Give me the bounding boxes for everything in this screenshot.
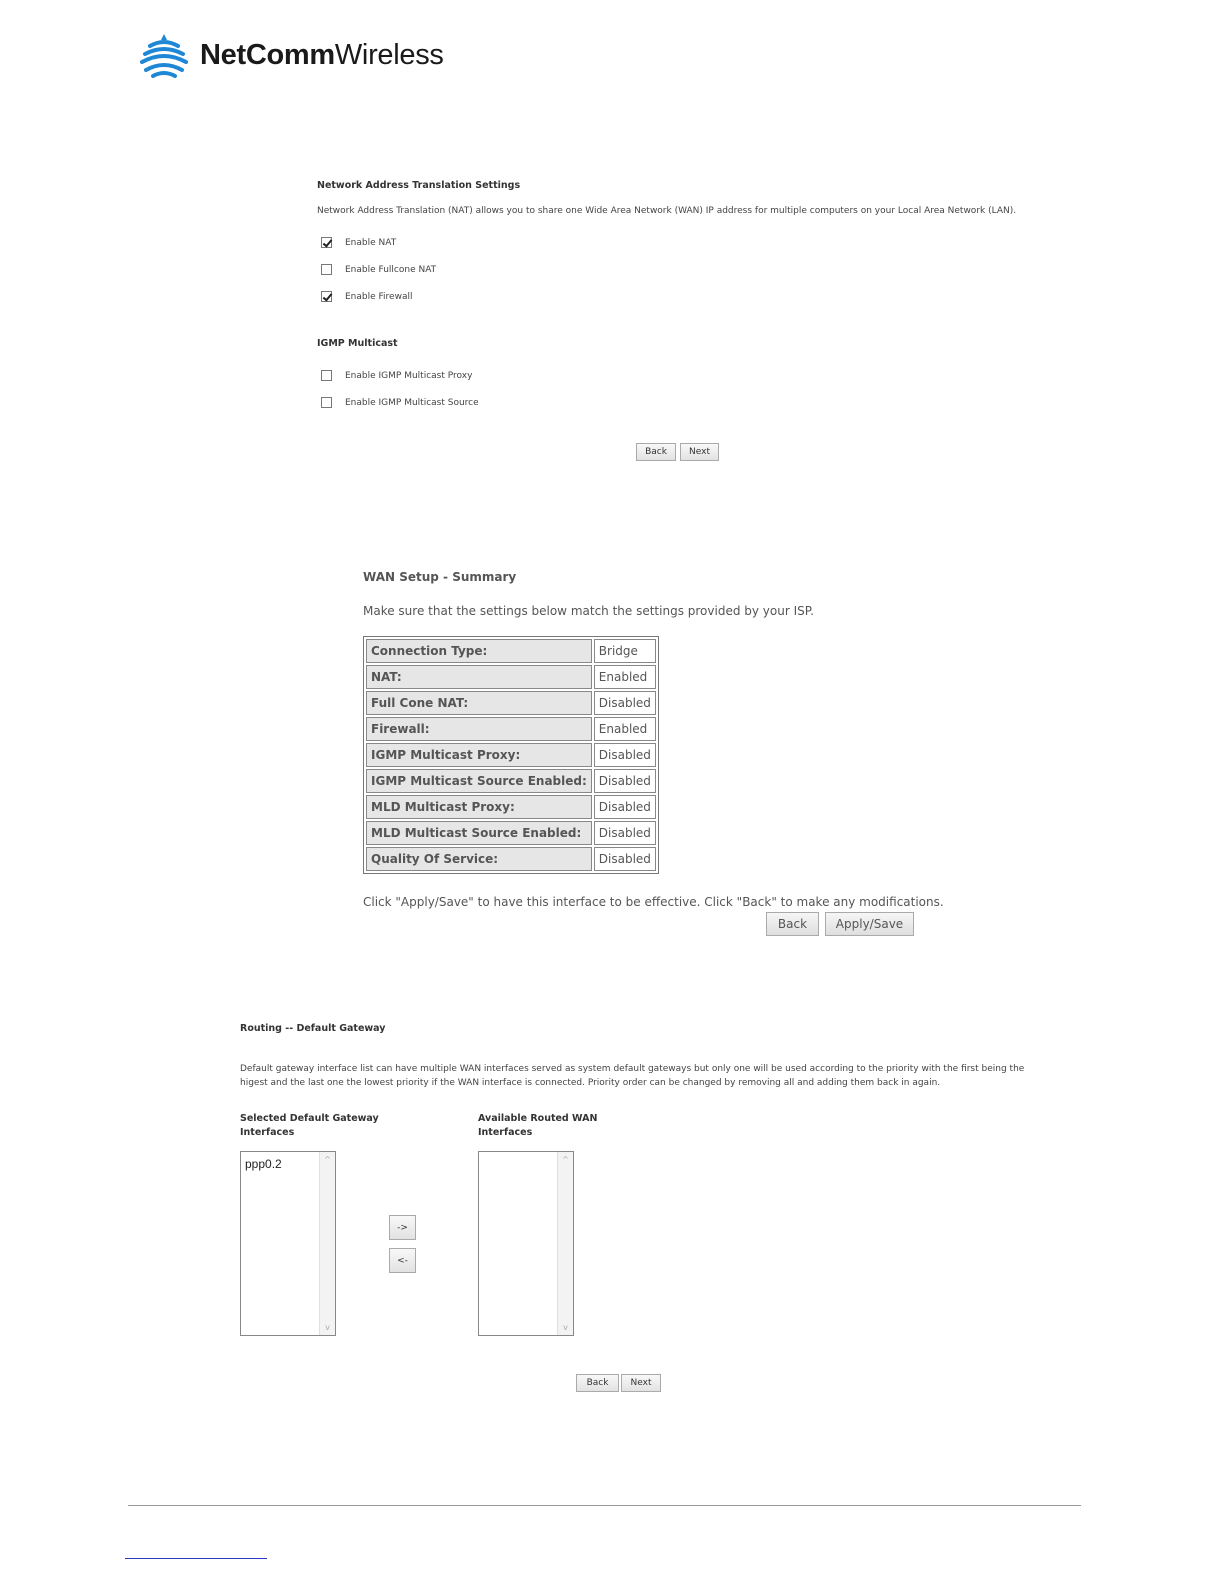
summary-row <box>366 717 656 741</box>
igmp-section-title: IGMP Multicast <box>317 338 398 349</box>
selected-gateway-label: Selected Default Gateway Interfaces <box>240 1113 379 1138</box>
summary-value: Enabled <box>594 665 656 689</box>
listbox-scrollbar[interactable] <box>557 1152 573 1335</box>
summary-title: WAN Setup - Summary <box>363 570 517 584</box>
summary-key: Quality Of Service: <box>366 847 592 871</box>
summary-row <box>366 691 656 715</box>
summary-row <box>366 847 656 871</box>
enable-fullcone-nat-checkbox[interactable] <box>321 264 332 275</box>
scroll-up-icon[interactable]: ^ <box>562 1155 569 1164</box>
scroll-down-icon[interactable]: v <box>325 1323 330 1332</box>
enable-igmp-source-label: Enable IGMP Multicast Source <box>345 397 479 408</box>
summary-row <box>366 795 656 819</box>
summary-key: Firewall: <box>366 717 592 741</box>
summary-row <box>366 665 656 689</box>
summary-key: MLD Multicast Source Enabled: <box>366 821 592 845</box>
scroll-up-icon[interactable]: ^ <box>324 1155 331 1164</box>
nat-back-button[interactable]: Back <box>636 443 676 461</box>
list-item[interactable]: ppp0.2 <box>245 1157 282 1171</box>
enable-igmp-proxy-label: Enable IGMP Multicast Proxy <box>345 370 473 381</box>
scroll-down-icon[interactable]: v <box>563 1323 568 1332</box>
nat-section-title: Network Address Translation Settings <box>317 180 521 191</box>
netcomm-logo <box>140 30 444 80</box>
brand-name: NetCommWireless <box>200 38 444 71</box>
available-wan-listbox[interactable] <box>478 1151 574 1336</box>
summary-key: MLD Multicast Proxy: <box>366 795 592 819</box>
routing-back-button[interactable]: Back <box>576 1374 619 1392</box>
summary-value: Bridge <box>594 639 656 663</box>
summary-value: Disabled <box>594 769 656 793</box>
enable-nat-checkbox[interactable] <box>321 237 332 248</box>
routing-next-button[interactable]: Next <box>621 1374 661 1392</box>
enable-nat-row[interactable] <box>321 237 396 248</box>
summary-key: NAT: <box>366 665 592 689</box>
routing-description <box>240 1062 1024 1090</box>
move-right-button[interactable]: -> <box>389 1215 416 1240</box>
enable-igmp-proxy-row[interactable] <box>321 370 472 381</box>
footer-divider <box>128 1505 1081 1506</box>
nat-next-button[interactable]: Next <box>680 443 719 461</box>
summary-value: Disabled <box>594 691 656 715</box>
summary-value: Disabled <box>594 795 656 819</box>
summary-row <box>366 743 656 767</box>
summary-row <box>366 639 656 663</box>
summary-value: Enabled <box>594 717 656 741</box>
enable-fullcone-nat-row[interactable] <box>321 264 436 275</box>
enable-nat-label: Enable NAT <box>345 237 397 248</box>
summary-note: Click "Apply/Save" to have this interface to be effective. Click "Back" to make any modifications. <box>363 895 944 909</box>
routing-description-line: Default gateway interface list can have multiple WAN interfaces served as system default gateways but only one will be used according to the priority with the first being the <box>240 1064 1025 1074</box>
enable-igmp-source-row[interactable] <box>321 397 479 408</box>
summary-key: IGMP Multicast Proxy: <box>366 743 592 767</box>
selected-gateway-listbox[interactable] <box>240 1151 336 1336</box>
summary-back-button[interactable]: Back <box>766 912 819 936</box>
summary-row <box>366 821 656 845</box>
summary-intro: Make sure that the settings below match the settings provided by your ISP. <box>363 604 814 618</box>
enable-firewall-checkbox[interactable] <box>321 291 332 302</box>
summary-key: Full Cone NAT: <box>366 691 592 715</box>
wifi-logo-icon <box>140 32 188 78</box>
move-left-button[interactable]: <- <box>389 1248 416 1273</box>
summary-value: Disabled <box>594 743 656 767</box>
nat-description: Network Address Translation (NAT) allows you to share one Wide Area Network (WAN) IP address for multiple computers on your Local Area Network (LAN). <box>317 206 1017 216</box>
footer-link-underline[interactable] <box>125 1558 267 1559</box>
routing-title: Routing -- Default Gateway <box>240 1023 386 1034</box>
summary-table <box>363 636 659 874</box>
summary-value: Disabled <box>594 847 656 871</box>
available-wan-label: Available Routed WAN Interfaces <box>478 1113 598 1138</box>
summary-key: Connection Type: <box>366 639 592 663</box>
summary-key: IGMP Multicast Source Enabled: <box>366 769 592 793</box>
enable-igmp-source-checkbox[interactable] <box>321 397 332 408</box>
enable-igmp-proxy-checkbox[interactable] <box>321 370 332 381</box>
enable-fullcone-nat-label: Enable Fullcone NAT <box>345 264 437 275</box>
enable-firewall-label: Enable Firewall <box>345 291 413 302</box>
apply-save-button[interactable]: Apply/Save <box>825 912 914 936</box>
summary-row <box>366 769 656 793</box>
routing-description-line: higest and the last one the lowest priority if the WAN interface is connected. Priority order can be changed by removing all and adding them back in again. <box>240 1078 941 1088</box>
enable-firewall-row[interactable] <box>321 291 412 302</box>
listbox-scrollbar[interactable] <box>319 1152 335 1335</box>
summary-value: Disabled <box>594 821 656 845</box>
